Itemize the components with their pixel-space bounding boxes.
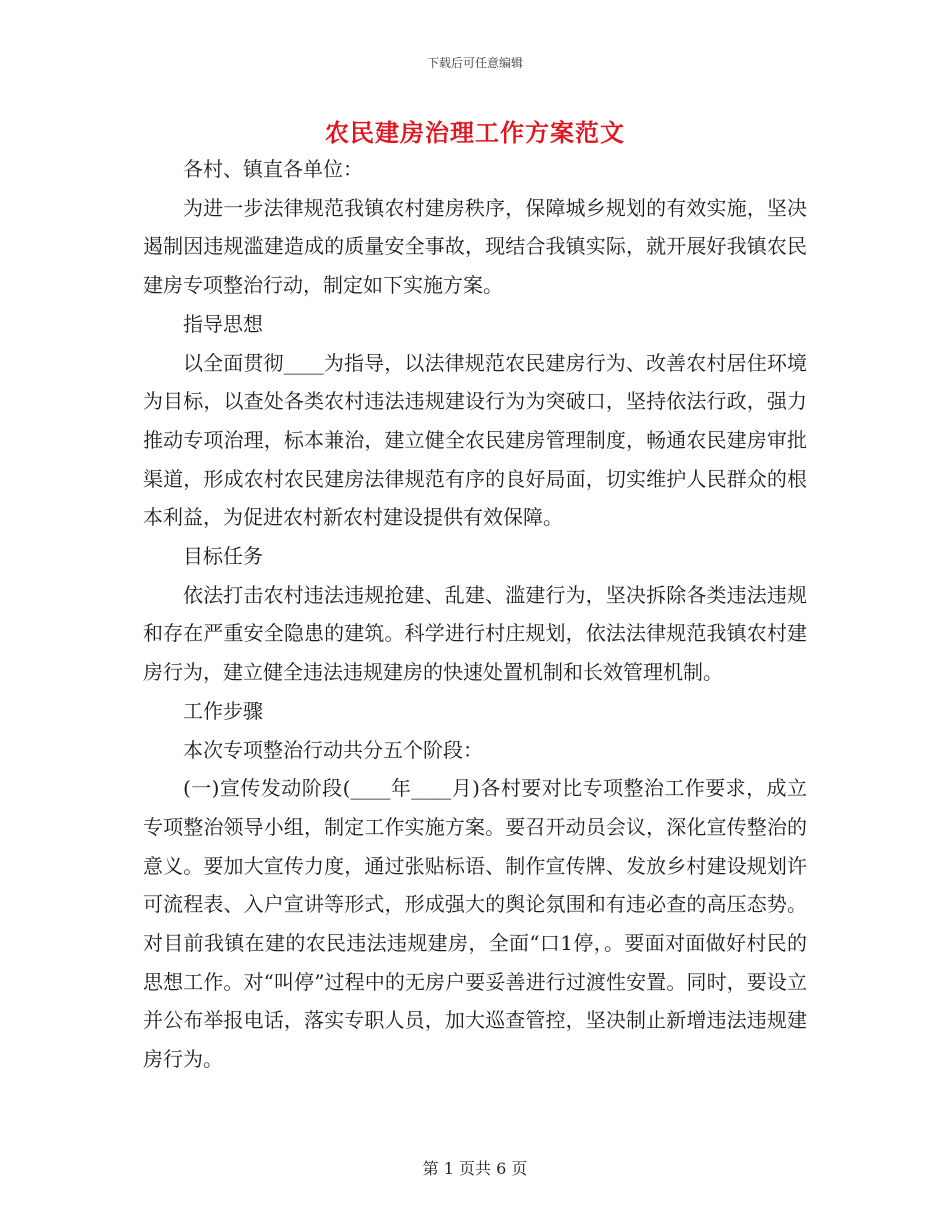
paragraph-stage-one: (一)宣传发动阶段(____年____月)各村要对比专项整治工作要求，成立专项整治领导小组，制定工作实施方案。要召开动员会议，深化宣传整治的意义。要加大宣传力度，通过张贴标语、制作宣传牌、发放乡村建设规划许可流程表、入户宣讲等形式，形成强大的舆论氛围和有违必查的高压态势。对目前我镇在建的农民违法违规建房，全面“口1停，。要面对面做好村民的思想工作。对“叫停”过程中的无房户要妥善进行过渡性安置。同时，要设立并公布举报电话，落实专职人员，加大巡查管控，坚决制止新增违法违规建房行为。 [143,776,807,1072]
paragraph-goals: 依法打击农村违法违规抢建、乱建、滥建行为，坚决拆除各类违法违规和存在严重安全隐患的建筑。科学进行村庄规划，依法法律规范我镇农村建房行为，建立健全违法违规建房的快速处置机制和长效管理机制。 [143,582,807,685]
section-heading-steps: 工作步骤 [183,698,263,723]
paragraph-guiding-ideology: 以全面贯彻____为指导，以法律规范农民建房行为、改善农村居住环境为目标，以查处各类农村违法违规建设行为为突破口，坚持依法行政，强力推动专项治理，标本兼治，建立健全农民建房管理制度，畅通农民建房审批渠道，形成农村农民建房法律规范有序的良好局面，切实维护人民群众的根本利益，为促进农村新农村建设提供有效保障。 [143,350,807,530]
page-footer: 第 1 页共 6 页 [422,1159,528,1178]
paragraph-steps-intro: 本次专项整治行动共分五个阶段： [183,737,483,762]
section-heading-goals: 目标任务 [183,544,263,569]
document-body [143,150,807,1079]
paragraph-intro: 为进一步法律规范我镇农村建房秩序，保障城乡规划的有效实施，坚决遏制因违规滥建造成的质量安全事故，现结合我镇实际，就开展好我镇农民建房专项整治行动，制定如下实施方案。 [143,195,807,298]
header-note: 下载后可任意编辑 [426,56,523,70]
section-heading-guiding-ideology: 指导思想 [183,311,263,336]
document-title: 农民建房治理工作方案范文 [325,118,625,147]
paragraph-salutation: 各村、镇直各单位： [183,157,363,181]
